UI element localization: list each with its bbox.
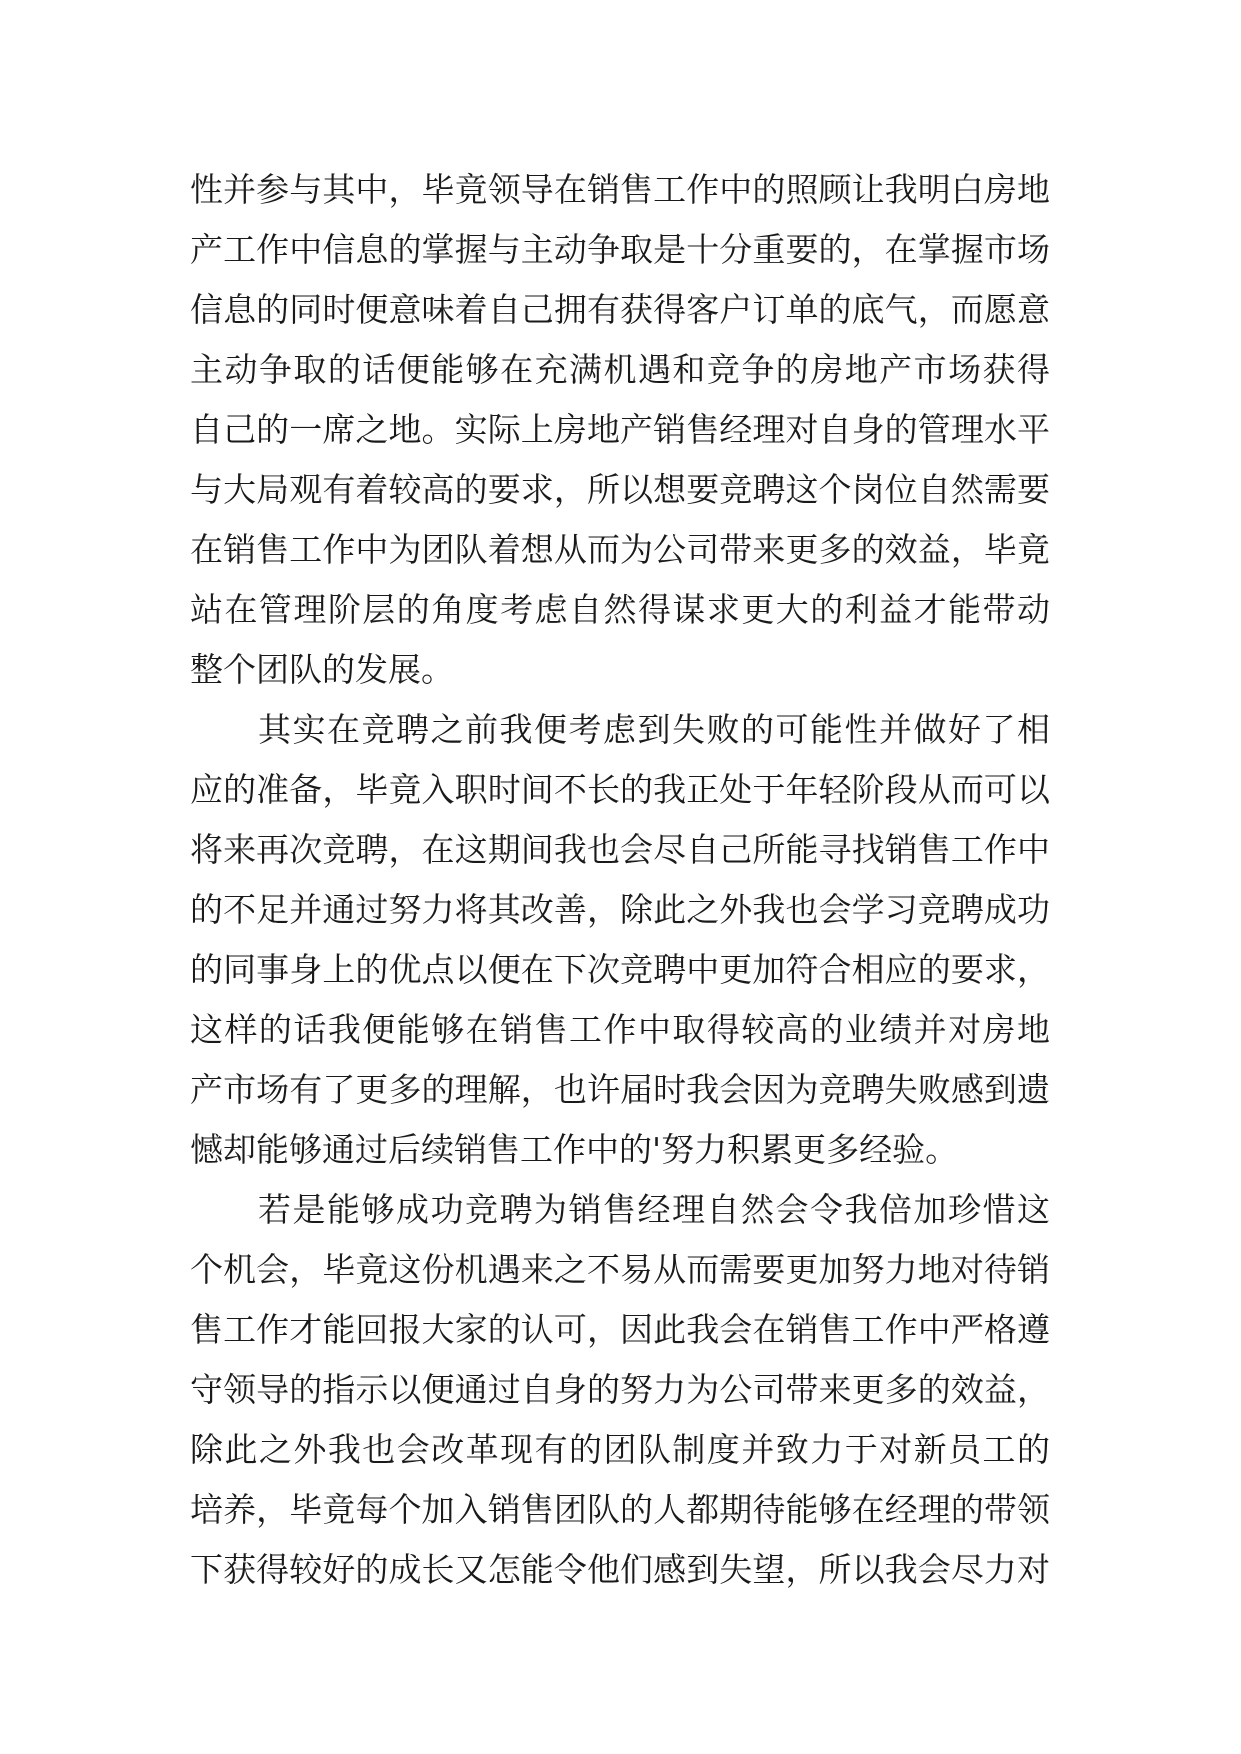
text-line: 个机会，毕竟这份机遇来之不易从而需要更加努力地对待销 [190, 1250, 1050, 1289]
text-line: 整个团队的发展。 [190, 650, 454, 689]
paragraph-start-line: 其实在竞聘之前我便考虑到失败的可能性并做好了相 [258, 710, 1050, 749]
text-line: 除此之外我也会改革现有的团队制度并致力于对新员工的 [190, 1430, 1050, 1469]
text-line: 售工作才能回报大家的认可，因此我会在销售工作中严格遵 [190, 1310, 1050, 1349]
text-line: 产工作中信息的掌握与主动争取是十分重要的，在掌握市场 [190, 230, 1050, 269]
body-text [190, 160, 1050, 1600]
text-line: 信息的同时便意味着自己拥有获得客户订单的底气，而愿意 [190, 290, 1050, 329]
text-line: 性并参与其中，毕竟领导在销售工作中的照顾让我明白房地 [190, 170, 1050, 209]
text-line: 的同事身上的优点以便在下次竞聘中更加符合相应的要求， [190, 950, 1050, 989]
paragraph-start-line: 若是能够成功竞聘为销售经理自然会令我倍加珍惜这 [258, 1190, 1050, 1229]
text-line: 将来再次竞聘，在这期间我也会尽自己所能寻找销售工作中 [190, 830, 1050, 869]
text-line: 自己的一席之地。实际上房地产销售经理对自身的管理水平 [190, 410, 1050, 449]
text-line: 主动争取的话便能够在充满机遇和竞争的房地产市场获得 [190, 350, 1050, 389]
text-line: 这样的话我便能够在销售工作中取得较高的业绩并对房地 [190, 1010, 1050, 1049]
text-line: 站在管理阶层的角度考虑自然得谋求更大的利益才能带动 [190, 590, 1050, 629]
text-line: 与大局观有着较高的要求，所以想要竞聘这个岗位自然需要 [190, 470, 1050, 509]
text-line: 守领导的指示以便通过自身的努力为公司带来更多的效益， [190, 1370, 1050, 1409]
text-line: 的不足并通过努力将其改善，除此之外我也会学习竞聘成功 [190, 890, 1050, 929]
text-line: 应的准备，毕竟入职时间不长的我正处于年轻阶段从而可以 [190, 770, 1050, 809]
text-line: 憾却能够通过后续销售工作中的'努力积累更多经验。 [190, 1130, 959, 1169]
text-line: 下获得较好的成长又怎能令他们感到失望，所以我会尽力对 [190, 1550, 1050, 1589]
text-line: 培养，毕竟每个加入销售团队的人都期待能够在经理的带领 [190, 1490, 1050, 1529]
text-line: 在销售工作中为团队着想从而为公司带来更多的效益，毕竟 [190, 530, 1050, 569]
text-line: 产市场有了更多的理解，也许届时我会因为竞聘失败感到遗 [190, 1070, 1050, 1109]
